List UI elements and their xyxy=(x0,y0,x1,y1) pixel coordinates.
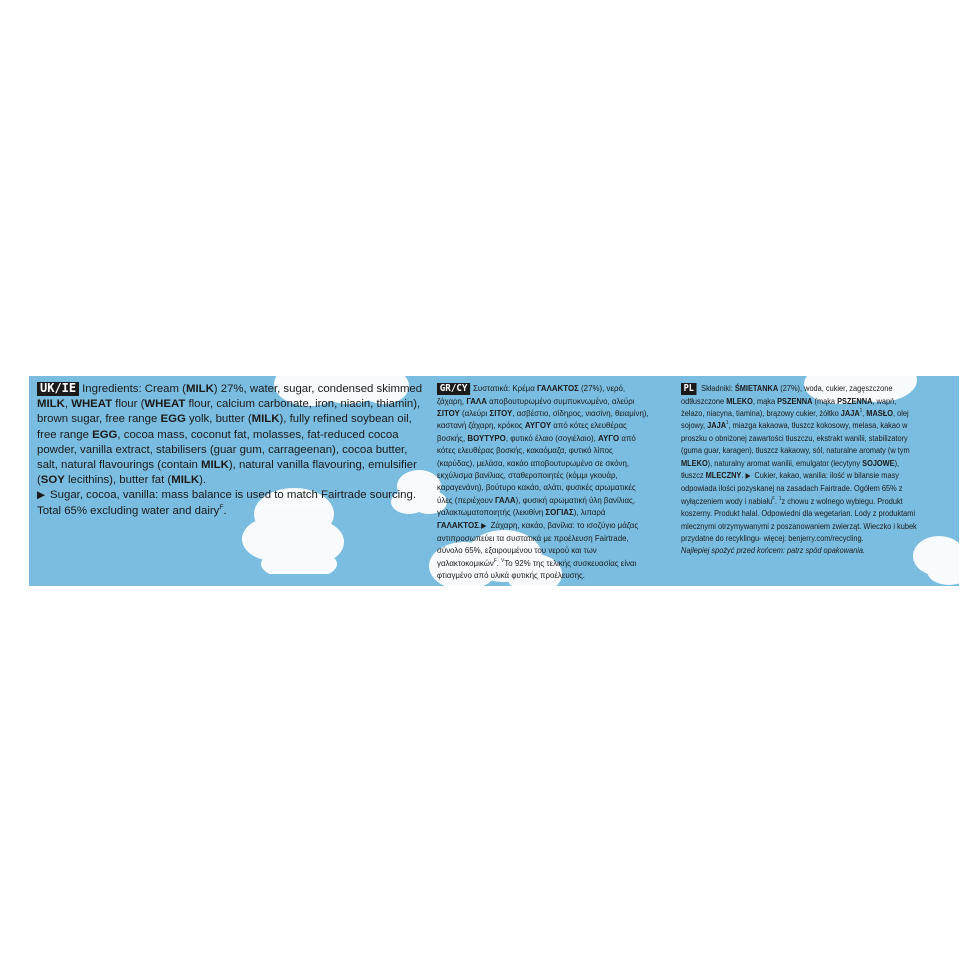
best-before-note: Najlepiej spożyć przed końcem: patrz spód opakowania. xyxy=(681,545,866,556)
pl-ingredients: PL Składniki: ŚMIETANKA (27%), woda, cukier, zagęszczone odtłuszczone MLEKO, mąka PSZENNA (mąka PSZENNA, wapń, żelazo, niacyna, tiamina), brązowy cukier, żółtko JAJA$^1$, MASŁO, olej sojowy, JAJA$^1$, miazga kakaowa, tłuszcz kokosowy, melasa, kakao w proszku o obniżonej zawartości tłuszczu, ekstrakt wanilii, stabilizatory (guma guar, karagen), tłuszcz kakaowy, sól, naturalne aromaty (w tym MLEKO), naturalny aromat wanilii, emulgator (lecytyny SOJOWE), tłuszcz MLECZNY. ▶ Cukier, kakao, wanilia: ilość w bilansie masy odpowiada ilości pozyskanej na zasadach Fairtrade. Ogółem 65% z wyłączeniem wody i nabiału$^F$. $^1$z chowu z wolnego wybiegu. Produkt koszerny. Produkt halal. Odpowiedni dla wegetarian. Lody z produktami mlecznymi otrzymywanymi z poszanowaniem zwierząt. Wieczko i kubek przydatne do recyklingu- więcej: benjerry.com/recycling. Najlepiej spożyć przed końcem: patrz spód opakowania. xyxy=(681,383,917,556)
fairtrade-arrow-icon: ▶ xyxy=(481,520,487,530)
pl-badge: PL xyxy=(681,383,697,395)
fairtrade-arrow-icon: ▶ xyxy=(745,470,751,480)
uk-ie-badge: UK/IE xyxy=(37,382,79,396)
ingredients-label-strip xyxy=(29,376,959,586)
fairtrade-arrow-icon: ▶ xyxy=(37,490,45,502)
gr-cy-badge: GR/CY xyxy=(437,383,470,395)
gr-cy-ingredients: GR/CY Συστατικά: Κρέμα ΓΑΛΑΚΤΟΣ (27%), νερό, ζάχαρη, ΓΑΛΑ αποβουτυρωμένο συμπυκνωμένο, αλεύρι ΣΙΤΟΥ (αλεύρι ΣΙΤΟΥ, ασβέστιο, σίδηρος, νιασίνη, θειαμίνη), καστανή ζάχαρη, κρόκος ΑΥΓΟΥ από κότες ελευθέρας βοσκής, ΒΟΥΤΥΡΟ, φυτικό έλαιο (σογιέλαιο), ΑΥΓΟ από κότες ελευθέρας βοσκής, κακαόμαζα, φυτικό λίπος (καρύδας), μελάσα, κακάο αποβουτυρωμένο σε σκόνη, εκχύλισμα βανίλιας, σταθεροποιητές (κόμμι γκουάρ, καραγενάνη), βούτυρο κακάο, αλάτι, φυσικές αρωματικές ύλες (περιέχουν ΓΑΛΑ), φυσική αρωματική ύλη βανίλιας, γαλακτωματοποιητής (λεκιθίνη ΣΟΓΙΑΣ), λιπαρά ΓΑΛΑΚΤΟΣ.▶ Ζάχαρη, κακάο, βανίλια: το ισοζύγιο μάζας αντιπροσωπεύει τα συστατικά με προέλευση Fairtrade, σύνολο 65%, εξαιρουμένου του νερού και των γαλακτοκομικών$^F$. $^V$Το 92% της τελικής συσκευασίας είναι φτιαγμένο από υλικά φυτικής προέλευσης. xyxy=(437,383,649,581)
uk-ie-ingredients: UK/IE Ingredients: Cream (MILK) 27%, water, sugar, condensed skimmed MILK, WHEAT flour (WHEAT flour, calcium carbonate, iron, niacin, thiamin), brown sugar, free range EGG yolk, butter (MILK), fully refined soybean oil, free range EGG, cocoa mass, coconut fat, molasses, fat-reduced cocoa powder, vanilla extract, stabilisers (guar gum, carrageenan), cocoa butter, salt, natural flavourings (contain MILK), natural vanilla flavouring, emulsifier (SOY lecithins), butter fat (MILK). ▶ Sugar, cocoa, vanilla: mass balance is used to match Fairtrade sourcing. Total 65% excluding water and dairy$^F$. xyxy=(37,381,423,517)
